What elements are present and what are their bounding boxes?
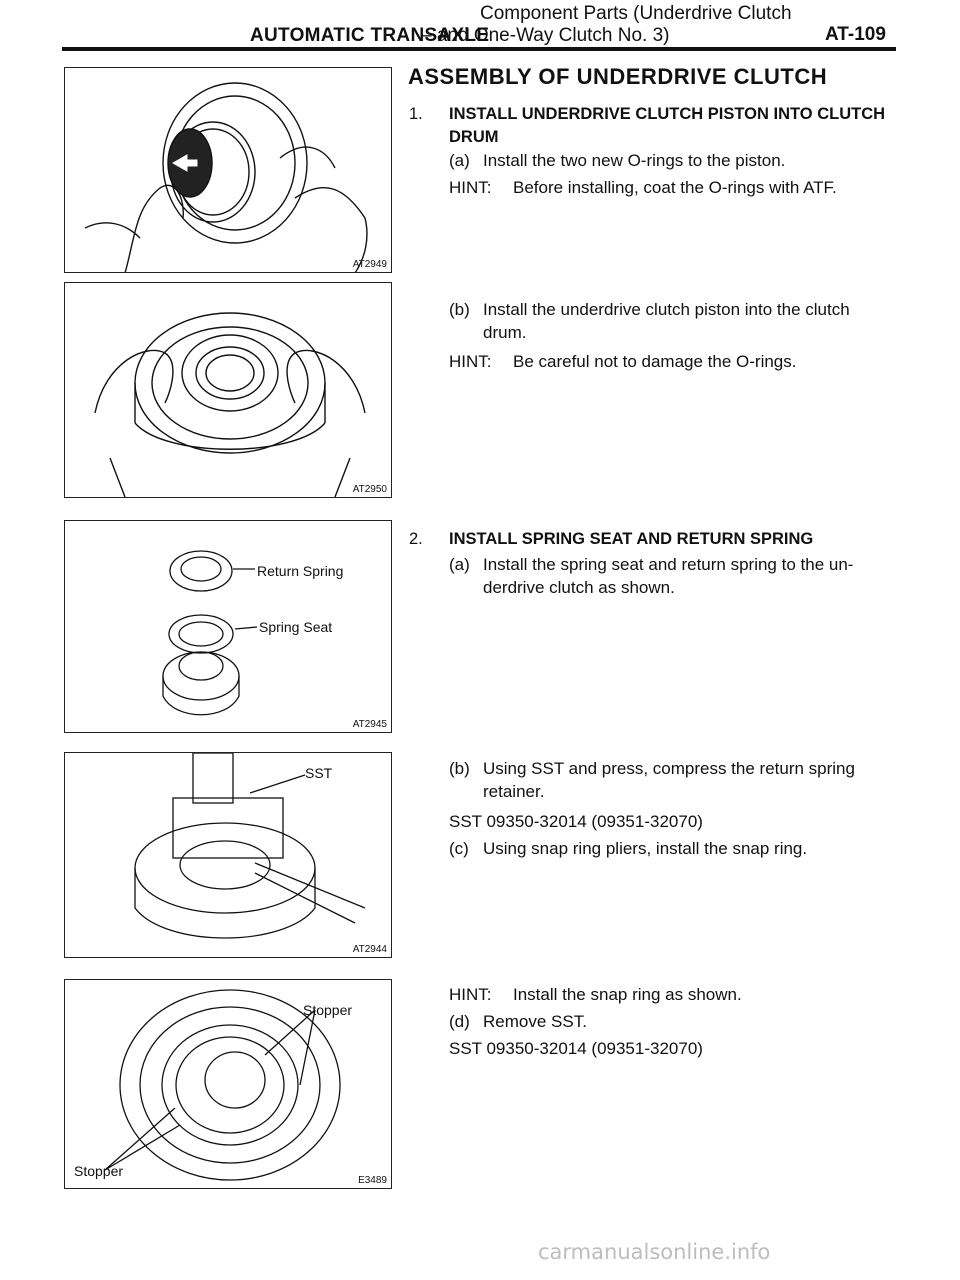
figure-code: AT2944 [352, 944, 387, 955]
step-label: (a) [449, 555, 470, 574]
step-label: (a) [449, 151, 470, 170]
section-heading-text: INSTALL UNDERDRIVE CLUTCH PISTON INTO CLUTCH DRUM [449, 105, 886, 146]
section-2-heading [409, 528, 889, 551]
watermark: carmanualsonline.info [538, 1240, 771, 1264]
step-text: Install the spring seat and return spring to the un-derdrive clutch as shown. [483, 555, 854, 597]
illustration-sst-press [65, 753, 391, 957]
hint-label: HINT: [449, 352, 492, 371]
figure-code: E3489 [358, 1175, 387, 1186]
figure-code: AT2949 [352, 259, 387, 270]
hint-text: Be careful not to damage the O-rings. [513, 352, 797, 371]
sst-number-1: SST 09350-32014 (09351-32070) [449, 812, 703, 831]
step-text: Remove SST. [483, 1012, 587, 1031]
section-number: 2. [409, 530, 423, 548]
step-text: Using SST and press, compress the return spring retainer. [483, 759, 855, 801]
hint-label: HINT: [449, 985, 492, 1004]
step-text: Using snap ring pliers, install the snap ring. [483, 839, 808, 858]
hint-text: Install the snap ring as shown. [513, 985, 742, 1004]
header-subtitle-line1: Component Parts (Underdrive Clutch [480, 3, 792, 24]
step-label: (b) [449, 300, 470, 319]
section-heading-text: INSTALL SPRING SEAT AND RETURN SPRING [449, 530, 814, 548]
hint-text: Before installing, coat the O-rings with ATF. [513, 178, 837, 197]
hint-label: HINT: [449, 178, 492, 197]
figure-compress-spring [64, 752, 392, 958]
illustration-hands-piston [65, 68, 391, 272]
figure-install-orings [64, 67, 392, 273]
step-text: Install the underdrive clutch piston into the clutch drum. [483, 300, 850, 342]
label-stopper-top: Stopper [303, 1002, 353, 1018]
figure-code: AT2950 [352, 484, 387, 495]
sst-number-2: SST 09350-32014 (09351-32070) [449, 1039, 703, 1058]
label-stopper-bottom: Stopper [74, 1163, 124, 1179]
figure-install-piston [64, 282, 392, 498]
figure-snap-ring [64, 979, 392, 1189]
figure-code: AT2945 [352, 719, 387, 730]
page-code: AT-109 [825, 24, 886, 45]
label-sst: SST [305, 765, 333, 781]
illustration-spring-seat [65, 521, 391, 732]
step-label: (c) [449, 839, 469, 858]
page-title: ASSEMBLY OF UNDERDRIVE CLUTCH [408, 64, 828, 89]
step-label: (b) [449, 759, 470, 778]
page-header [0, 0, 960, 50]
illustration-piston-drum [65, 283, 391, 497]
step-label: (d) [449, 1012, 470, 1031]
label-spring-seat: Spring Seat [259, 619, 333, 635]
header-rule [62, 47, 896, 51]
label-return-spring: Return Spring [257, 563, 344, 579]
section-number: 1. [409, 105, 423, 123]
section-1-heading [409, 103, 889, 149]
header-section-title: AUTOMATIC TRANSAXLE [250, 25, 490, 46]
header-subtitle-line2: – and One-Way Clutch No. 3) [421, 25, 670, 46]
figure-spring-seat [64, 520, 392, 733]
step-text: Install the two new O-rings to the piston. [483, 151, 786, 170]
